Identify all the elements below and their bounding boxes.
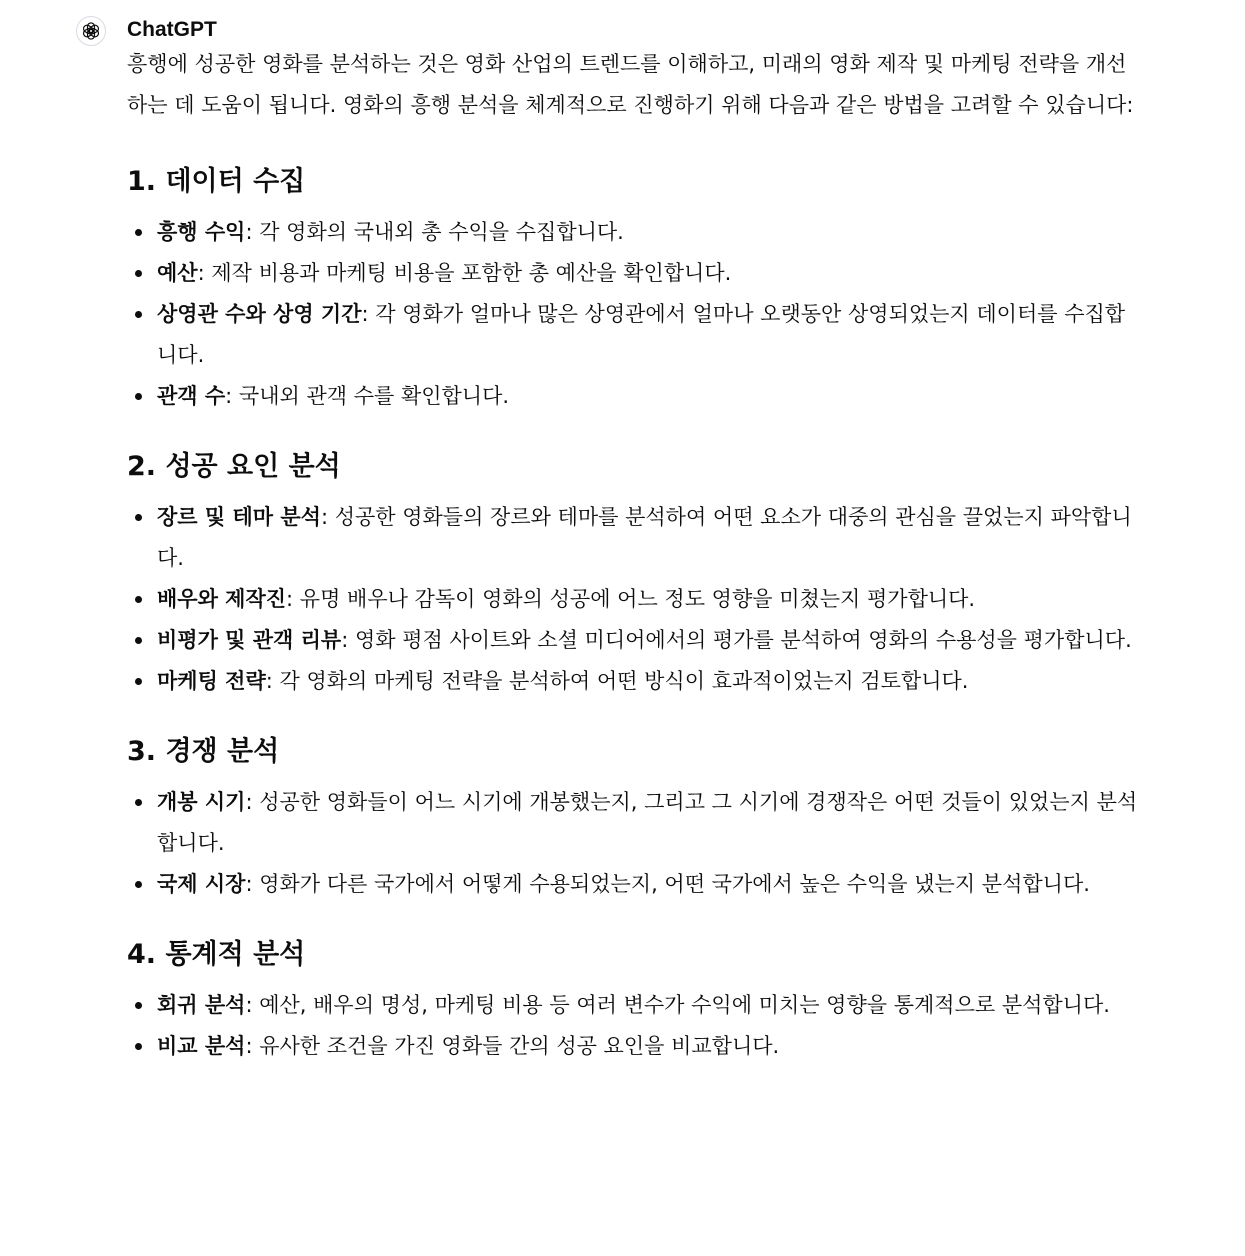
bullet-dot bbox=[135, 1043, 142, 1050]
bullet-dot bbox=[135, 393, 142, 400]
bullet-list bbox=[127, 782, 1139, 905]
bullet-dot bbox=[135, 514, 142, 521]
list-item bbox=[127, 376, 1139, 417]
bullet-dot bbox=[135, 799, 142, 806]
item-term: 흥행 수익 bbox=[157, 220, 246, 244]
list-item bbox=[127, 661, 1139, 702]
bullet-list bbox=[127, 985, 1139, 1067]
bullet-dot bbox=[135, 270, 142, 277]
openai-logo-icon bbox=[80, 20, 102, 42]
item-text: : 영화가 다른 국가에서 어떻게 수용되었는지, 어떤 국가에서 높은 수익을 냈는지 분석합니다. bbox=[245, 872, 1090, 896]
item-text: : 성공한 영화들이 어느 시기에 개봉했는지, 그리고 그 시기에 경쟁작은 어떤 것들이 있었는지 분석합니다. bbox=[157, 790, 1138, 855]
bullet-list bbox=[127, 497, 1139, 702]
bullet-dot bbox=[135, 311, 142, 318]
item-term: 비평가 및 관객 리뷰 bbox=[157, 628, 342, 652]
list-item bbox=[127, 212, 1139, 253]
item-term: 배우와 제작진 bbox=[157, 587, 287, 611]
item-term: 회귀 분석 bbox=[157, 993, 246, 1017]
item-text: : 국내외 관객 수를 확인합니다. bbox=[225, 384, 510, 408]
section-heading: 2. 성공 요인 분석 bbox=[127, 451, 341, 482]
item-text: : 각 영화가 얼마나 많은 상영관에서 얼마나 오랫동안 상영되었는지 데이터를 수집합니다. bbox=[157, 302, 1126, 367]
list-item bbox=[127, 985, 1139, 1026]
item-text: : 유사한 조건을 가진 영화들 간의 성공 요인을 비교합니다. bbox=[245, 1034, 780, 1058]
item-term: 마케팅 전략 bbox=[157, 669, 266, 693]
bullet-dot bbox=[135, 678, 142, 685]
item-term: 예산 bbox=[157, 261, 198, 285]
message-content bbox=[127, 44, 1139, 1067]
list-item bbox=[127, 782, 1139, 864]
section-heading: 1. 데이터 수집 bbox=[127, 166, 306, 197]
item-term: 개봉 시기 bbox=[157, 790, 246, 814]
item-text: : 성공한 영화들의 장르와 테마를 분석하여 어떤 요소가 대중의 관심을 끌었는지 파악합니다. bbox=[157, 505, 1132, 570]
list-item bbox=[127, 864, 1139, 905]
assistant-avatar bbox=[76, 16, 106, 46]
bullet-list bbox=[127, 212, 1139, 417]
list-item bbox=[127, 579, 1139, 620]
bullet-dot bbox=[135, 637, 142, 644]
intro-paragraph: 흥행에 성공한 영화를 분석하는 것은 영화 산업의 트렌드를 이해하고, 미래의 영화 제작 및 마케팅 전략을 개선하는 데 도움이 됩니다. 영화의 흥행 분석을 체계적으로 진행하기 위해 다음과 같은 방법을 고려할 수 있습니다: bbox=[127, 52, 1134, 117]
list-item bbox=[127, 294, 1139, 376]
item-text: : 예산, 배우의 명성, 마케팅 비용 등 여러 변수가 수익에 미치는 영향을 통계적으로 분석합니다. bbox=[245, 993, 1110, 1017]
section-heading: 3. 경쟁 분석 bbox=[127, 736, 280, 767]
section-heading: 4. 통계적 분석 bbox=[127, 939, 306, 970]
list-item bbox=[127, 253, 1139, 294]
item-text: : 각 영화의 국내외 총 수익을 수집합니다. bbox=[245, 220, 624, 244]
item-term: 장르 및 테마 분석 bbox=[157, 505, 321, 529]
item-term: 국제 시장 bbox=[157, 872, 246, 896]
list-item bbox=[127, 620, 1139, 661]
item-term: 관객 수 bbox=[157, 384, 226, 408]
list-item bbox=[127, 1026, 1139, 1067]
item-text: : 유명 배우나 감독이 영화의 성공에 어느 정도 영향을 미쳤는지 평가합니다. bbox=[286, 587, 976, 611]
bullet-dot bbox=[135, 229, 142, 236]
list-item bbox=[127, 497, 1139, 579]
item-text: : 영화 평점 사이트와 소셜 미디어에서의 평가를 분석하여 영화의 수용성을 평가합니다. bbox=[341, 628, 1132, 652]
author-name: ChatGPT bbox=[127, 18, 217, 41]
bullet-dot bbox=[135, 881, 142, 888]
item-text: : 각 영화의 마케팅 전략을 분석하여 어떤 방식이 효과적이었는지 검토합니다. bbox=[265, 669, 969, 693]
item-term: 상영관 수와 상영 기간 bbox=[157, 302, 362, 326]
bullet-dot bbox=[135, 1002, 142, 1009]
item-text: : 제작 비용과 마케팅 비용을 포함한 총 예산을 확인합니다. bbox=[197, 261, 732, 285]
bullet-dot bbox=[135, 596, 142, 603]
item-term: 비교 분석 bbox=[157, 1034, 246, 1058]
